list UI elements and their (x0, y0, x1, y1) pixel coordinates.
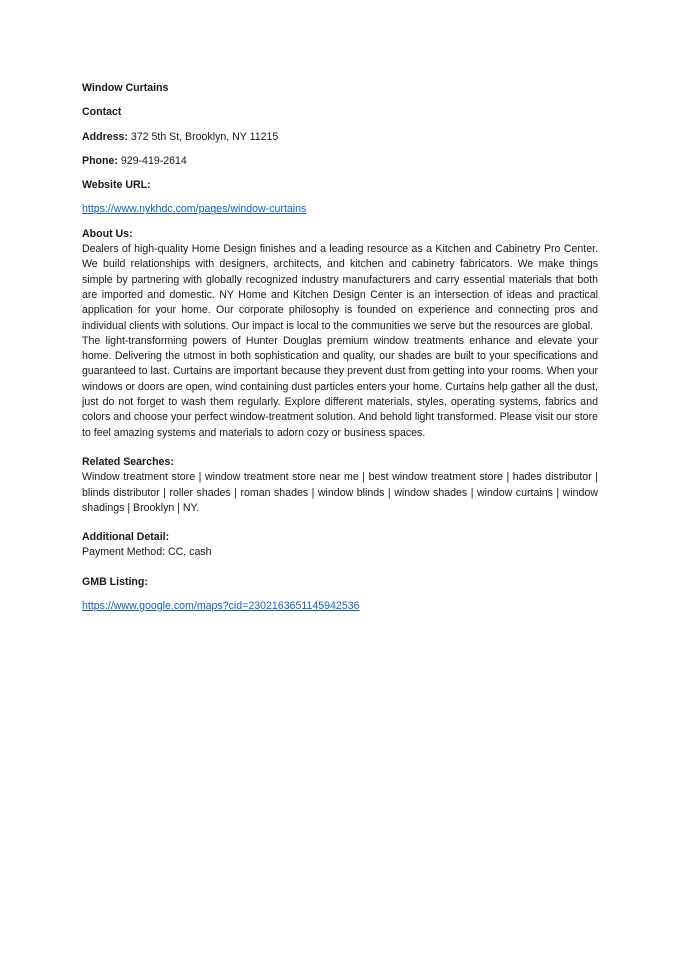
document-page (82, 81, 598, 614)
additional-detail-text: Payment Method: CC, cash (82, 546, 212, 559)
about-paragraph-2: The light-transforming powers of Hunter Douglas premium window treatments enhance and elevate your home. Delivering the utmost in both sophistication and quality, our shades are built to your specifications and guaranteed to last. Curtains are important because they prevent dust from getting into your rooms. When your windows or doors are open, wind containing dust particles enters your home. Curtains help gather all the dust, just do not forget to wash them regularly. Explore different materials, styles, operating systems, fabrics and colors and choose your perfect window-treatment solution. And behold light transformed. Please visit our store to feel amazing systems and materials to adorn cozy or business spaces. (82, 334, 598, 439)
gmb-listing-heading: GMB Listing: (82, 575, 148, 588)
about-paragraph-1: Dealers of high-quality Home Design finishes and a leading resource as a Kitchen and Cabinetry Pro Center. We build relationships with designers, architects, and kitchen and cabinetry fabricators. We make things simple by partnering with globally recognized industry manufacturers and carry essential materials that both are imported and domestic. NY Home and Kitchen Design Center is an intersection of ideas and practical application for your home. Our corporate philosophy is founded on experience and connecting pros and individual clients with solutions. Our impact is local to the communities we serve but the resources are global. (82, 243, 598, 332)
address-line (82, 130, 598, 145)
phone-line (82, 154, 598, 169)
website-heading: Website URL: (82, 179, 151, 192)
gmb-line (82, 599, 598, 614)
additional-detail-heading: Additional Detail: (82, 531, 170, 544)
phone-value: 929-419-2614 (117, 154, 187, 167)
gmb-link[interactable]: https://www.google.com/maps?cid=2302163651145942536 (82, 600, 360, 613)
about-heading: About Us: (82, 227, 133, 240)
related-searches-heading: Related Searches: (82, 455, 174, 468)
website-link[interactable]: https://www.nykhdc.com/pages/window-curtains (82, 203, 307, 216)
document-title: Window Curtains (82, 82, 169, 94)
address-value: 372 5th St, Brooklyn, NY 11215 (127, 130, 279, 143)
address-label: Address: (82, 130, 128, 143)
phone-label: Phone: (82, 154, 118, 167)
website-line (82, 202, 598, 217)
contact-heading: Contact (82, 106, 122, 119)
related-searches-text: Window treatment store | window treatment store near me | best window treatment store | hades distributor | blinds distributor | roller shades | roman shades | window blinds | window shades | window curtains | window shadings | Brooklyn | NY. (82, 471, 598, 514)
